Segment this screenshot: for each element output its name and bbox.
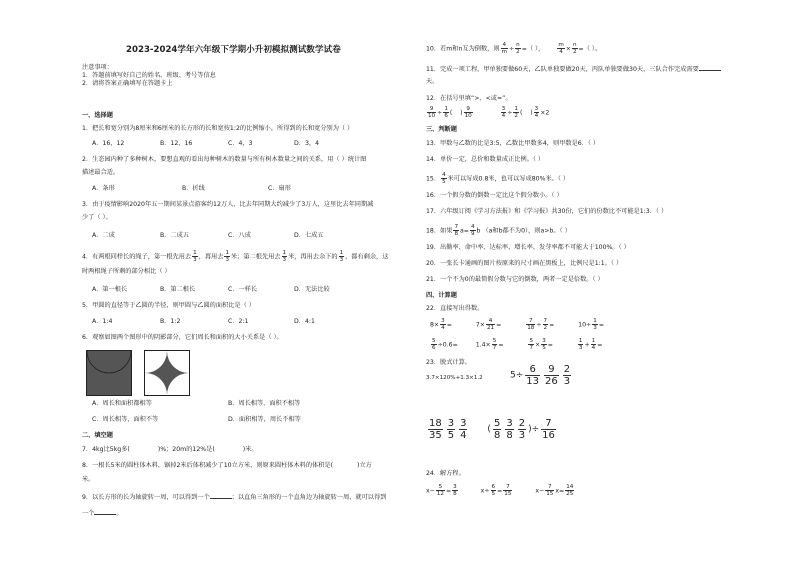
q9-part: ；以直角三角形的一个直角边为轴旋转一周，就可以得到 xyxy=(231,494,387,501)
question-text: 24．解方程。 xyxy=(426,470,465,477)
note-item: 1．答题前填写好自己的姓名、班级、考号等信息 xyxy=(82,72,216,79)
option: D．4:1 xyxy=(294,318,315,325)
fraction: $\frac{1}{3}$ xyxy=(282,250,287,263)
q9-part: 一个 xyxy=(82,510,95,517)
question-text: 16．一个假分数的倒数一定比这个假分数小。（ ） xyxy=(426,192,563,199)
fraction: $\frac{4}{m}$ xyxy=(501,42,507,55)
question-text: 天。 xyxy=(426,78,439,85)
question-text xyxy=(426,64,721,74)
question-text: 一个 。 xyxy=(82,510,123,517)
q8-part: )立方 xyxy=(357,462,372,469)
question-text: 6．观察如图两个图形中的阴影部分，它们周长和面积的大小关系是（ ）。 xyxy=(82,334,283,341)
option: B．二成五 xyxy=(160,232,189,239)
q15-part: 15． xyxy=(426,175,441,183)
q4-part: ，都有剩余，这 xyxy=(345,253,389,261)
question-text: 3．由于疫情影响2020年五一期间某景点游客约12万人，比去年同期大约减少了3万人，这里比去年同期减 xyxy=(82,201,374,208)
option: B．1:2 xyxy=(160,318,181,325)
compare-row: $\frac{9}{10}$ ÷ $\frac{1}{6}$ ( ) $\frac{9}{10}$ $\frac{3}{4}$ ÷ $\frac{1}{2}$ ( ) $\frac{3}{4}$ ×2 xyxy=(428,106,550,119)
option: C．周长相等，面积不等 xyxy=(92,416,159,423)
option: C．一样长 xyxy=(228,286,258,293)
fraction: $\frac{n}{2}$ xyxy=(516,42,520,55)
fraction: $\frac{1}{3}$ xyxy=(225,250,229,263)
q4-part: ，再用去 xyxy=(198,253,224,261)
question-text: 17．六年级订阅《学习方法报》和《学习报》共30份，它们的份数比不可能是1:3．（ ） xyxy=(426,208,668,215)
q4-part: 米，再用去余下的 xyxy=(288,253,338,261)
question-text: 23．脱式计算。 xyxy=(426,359,471,366)
option: D．面积相等，周长不相等 xyxy=(228,416,301,423)
question-text: 21．一个不为0的最简假分数与它的倒数，两者一定是倍数。（ ） xyxy=(426,276,604,283)
section-heading: 三、判断题 xyxy=(426,126,457,133)
shaded-figure-right xyxy=(144,350,190,396)
question-text: 20．一张长卡通画的图片按原来的尺寸画在黑板上，比例尺是1:1。（ ） xyxy=(426,260,623,267)
q9-part: 9．以长方形的长为轴旋转一周，可以得到一个 xyxy=(82,494,210,501)
option: A．1:4 xyxy=(92,318,113,325)
q10-part: =（ ）， xyxy=(521,45,545,53)
option: D．3，4 xyxy=(294,140,320,147)
q10-part: 10．若m和n互为倒数，则 xyxy=(426,45,500,53)
q7-part: )%；20m的12%是( xyxy=(157,446,215,453)
calc-row: 8× $\frac{3}{4}$ = 7× $\frac{4}{21}$ = $\frac{7}{18}$ ÷ $\frac{7}{2}$ = 10÷ $\frac{1}{3}$ = xyxy=(430,318,604,331)
question-text: 5．甲圆的直径等于乙圆的半径，则甲圆与乙圆的面积比是（ ） xyxy=(82,302,255,309)
q7-part: 7．4kg比5kg多( xyxy=(82,446,130,453)
option: A．周长和面积都相等 xyxy=(92,400,152,407)
question-text xyxy=(82,250,388,263)
question-text: 少了（ ）。 xyxy=(82,214,112,221)
question-text: 14．单价一定，总价和数量成正比例。（ ） xyxy=(426,156,545,163)
calc-expression: 3.7×120%+1.3×1.2 xyxy=(426,375,483,381)
question-text xyxy=(82,492,386,502)
fraction: $\frac{m}{4}$ xyxy=(558,42,564,55)
q8-part: 8．一根长5米的圆柱体木料，锯掉2米后体积减少了10立方米，则原来圆柱体木料的体积是( xyxy=(82,462,334,469)
q4-part: 4．有两根同样长的绳子，第一根先用去 xyxy=(82,253,192,261)
option: D．七成五 xyxy=(294,232,324,239)
question-text: 22．直接写出得数。 xyxy=(426,305,484,312)
notes-heading: 注意事项： xyxy=(82,64,113,71)
question-text: 描述最合适。 xyxy=(82,169,120,176)
option: B．第二根长 xyxy=(160,286,196,293)
question-text: 2．生态园内种了多种树木，要想直观的看出每种树木的数量与所有树木数量之间的关系，用（ ）统计图 xyxy=(82,156,367,163)
option: A．二成 xyxy=(92,232,115,239)
answer-blank[interactable] xyxy=(210,492,232,499)
option: A．第一根长 xyxy=(92,286,128,293)
q18-part: a= xyxy=(460,227,469,235)
question-text: 18．如果 $\frac{7}{8}$ a= $\frac{4}{9}$ b （a和b都不为0），则a>b。（ ） xyxy=(426,224,571,237)
question-text: 10．若m和n互为倒数，则 $\frac{4}{m}$ ÷ $\frac{n}{2}$ =（ ）， $\frac{m}{4}$ × $\frac{n}{2}$ =（ ）。 xyxy=(426,42,602,55)
q15-part: 米可以写成0.8米，也可以写成80%米。（ ） xyxy=(447,175,570,183)
fraction: $\frac{n}{2}$ xyxy=(572,42,577,55)
shaded-figure-left xyxy=(86,350,132,396)
option: D．无法比较 xyxy=(294,286,330,293)
option: B．周长相等，面积不相等 xyxy=(228,400,301,407)
figure-right-svg xyxy=(145,351,189,395)
question-text: 19．出勤率、命中率、达标率、增长率、发芽率都不可能大于100%。（ ） xyxy=(426,244,630,251)
page-title: 2023-2024学年六年级下学期小升初模拟测试数学试卷 xyxy=(126,45,341,55)
option: B．12，16 xyxy=(160,140,193,147)
question-text: 时两根绳子所剩的部分相比（ ） xyxy=(82,268,171,275)
question-text: 13．甲数与乙数的比是3:5，乙数比甲数多4，则甲数是6．（ ） xyxy=(426,140,600,147)
option: B．折线 xyxy=(182,185,205,192)
figure-left-svg xyxy=(87,351,131,395)
question-text: 米。 xyxy=(82,476,95,483)
question-text: 12．在括号里填“>、<或=”。 xyxy=(426,95,512,102)
question-text xyxy=(82,446,258,454)
section-heading: 四、计算题 xyxy=(426,292,457,299)
section-heading: 二、填空题 xyxy=(82,432,113,439)
option: A．条形 xyxy=(92,185,115,192)
option: C．4，3 xyxy=(228,140,253,147)
q11-part: 11．完成一项工程，甲单独要做60天，乙队单独要做20天，丙队单独要做30天，三队合作完成需要 xyxy=(426,66,699,73)
fraction: $\frac{1}{3}$ xyxy=(339,250,344,263)
q18-part: 18．如果 xyxy=(426,227,453,235)
section-heading: 一、选择题 xyxy=(82,112,113,119)
equation-row: x− $\frac{5}{12}$ = $\frac{3}{8}$ x÷ $\frac{6}{5}$ = $\frac{7}{15}$ x− $\frac{7}{15}$ x= $\frac{14}{25}$ xyxy=(426,484,574,497)
question-text: 1．把长和宽分别为8厘米和6厘米的长方形的长和宽按1:2的比例缩小，所得到的长和宽分别为（ ） xyxy=(82,125,354,132)
calc-expression: 5÷ $\frac{6}{13}$ $\frac{9}{26}$ $\frac{2}{3}$ xyxy=(510,364,571,387)
answer-blank[interactable] xyxy=(94,508,116,515)
calc-row: $\frac{5}{6}$ ÷0.6= 1.4× $\frac{5}{7}$ = $\frac{5}{7}$ × $\frac{3}{5}$ = $\frac{1}{3}$ + $\frac{1}{4}$ = xyxy=(432,338,603,351)
q7-part: )米。 xyxy=(242,446,258,453)
note-item: 2．请将答案正确填写在答题卡上 xyxy=(82,80,173,87)
q10-part: =（ ）。 xyxy=(578,45,602,53)
option: C．八成 xyxy=(228,232,251,239)
answer-blank[interactable] xyxy=(699,64,721,71)
option: C．扇形 xyxy=(268,185,291,192)
q18-part: b （a和b都不为0），则a>b。（ ） xyxy=(476,227,571,235)
question-text xyxy=(82,462,372,470)
option: C．2:1 xyxy=(228,318,249,325)
option: A．16，12 xyxy=(92,140,125,147)
calc-expression: $\frac{18}{35}$ $\frac{3}{5}$ $\frac{3}{4}$ ( $\frac{5}{8}$ $\frac{3}{8}$ $\frac{2}{3}$ )÷ $\frac{7}{16}$ xyxy=(429,418,555,441)
q4-part: 米；第二根先用去 xyxy=(231,253,281,261)
question-text: 15． $\frac{4}{5}$ 米可以写成0.8米，也可以写成80%米。（ ） xyxy=(426,172,570,185)
fraction: $\frac{1}{3}$ xyxy=(193,250,197,263)
